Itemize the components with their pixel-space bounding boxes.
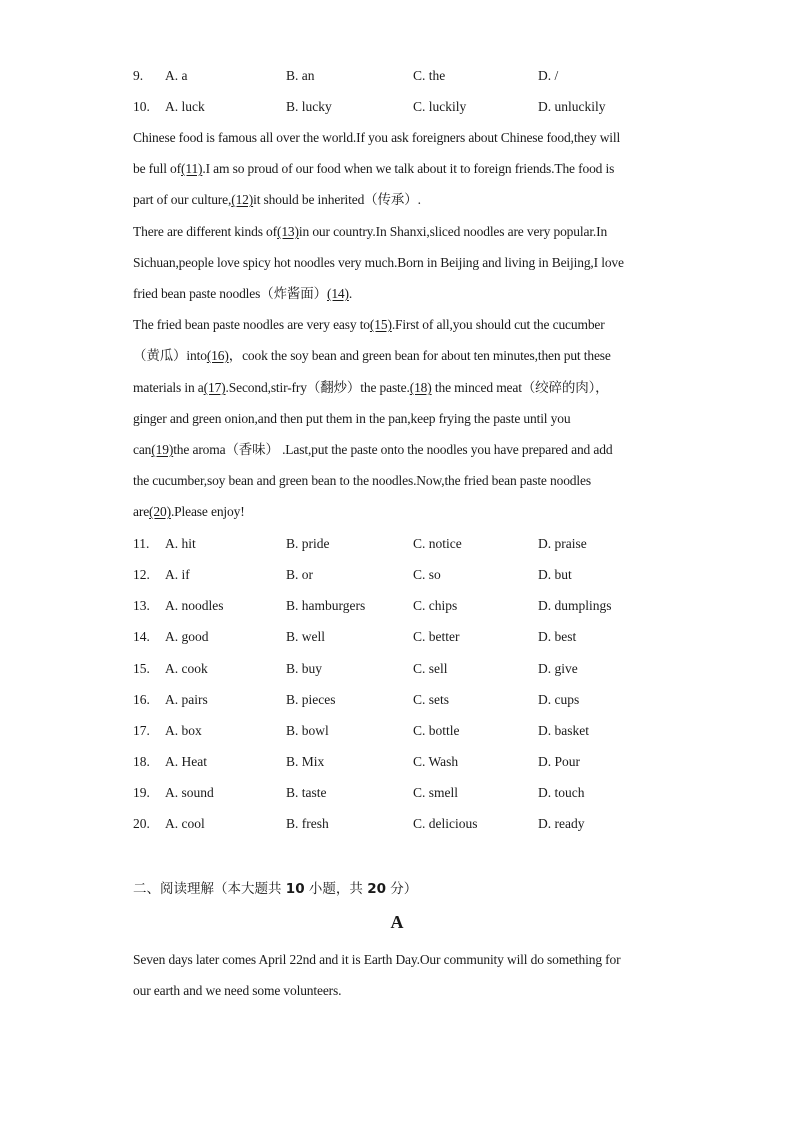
passage-line: Chinese food is famous all over the world.If you ask foreigners about Chinese food,they will [133, 130, 621, 145]
passage-line [133, 222, 663, 242]
option-b: B. Mix [286, 754, 325, 769]
option-a: A. a [165, 68, 188, 83]
heading-count: 10 [285, 881, 305, 897]
passage-line [133, 190, 663, 210]
question-number: 9. [133, 68, 144, 83]
passage-line [133, 440, 663, 460]
option-c: C. Wash [413, 754, 459, 769]
passage-text: part of our culture, [133, 192, 232, 207]
passage-text: （黄瓜）into [133, 348, 207, 363]
passage-text: .I am so proud of our food when we talk about it to foreign friends.The food is [202, 161, 615, 176]
option-c: C. bottle [413, 723, 460, 738]
option-b: B. or [286, 567, 313, 582]
passage-text: The fried bean paste noodles are very easy to [133, 317, 370, 332]
passage-line [133, 159, 663, 179]
passage-text: ，cook the soy bean and green bean for about ten minutes,then put these [228, 348, 611, 363]
option-c: C. so [413, 567, 441, 582]
option-a: A. good [165, 629, 209, 644]
question-number: 19. [133, 785, 150, 800]
passage-text: in our country.In Shanxi,sliced noodles are very popular.In [298, 224, 608, 239]
option-a: A. hit [165, 536, 196, 551]
passage-text: it should be inherited（传承）. [253, 192, 421, 207]
option-d: D. touch [538, 785, 585, 800]
option-a: A. if [165, 567, 190, 582]
question-number: 11. [133, 536, 150, 551]
question-number: 10. [133, 99, 150, 114]
option-d: D. unluckily [538, 99, 606, 114]
blank-20: (20) [149, 504, 171, 519]
question-number: 15. [133, 661, 150, 676]
option-b: B. pride [286, 536, 330, 551]
passage-text: be full of [133, 161, 181, 176]
option-a: A. luck [165, 99, 205, 114]
blank-12: (12) [231, 192, 254, 207]
passage-line [133, 502, 663, 522]
option-c: C. sell [413, 661, 448, 676]
passage-text: the minced meat（绞碎的肉）， [431, 380, 609, 395]
option-a: A. Heat [165, 754, 207, 769]
option-d: D. best [538, 629, 577, 644]
passage-text: the aroma（香味） .Last,put the paste onto the noodles you have prepared and add [173, 442, 613, 457]
option-b: B. pieces [286, 692, 336, 707]
heading-text: 分） [385, 881, 418, 897]
option-b: B. well [286, 629, 325, 644]
question-number: 17. [133, 723, 150, 738]
option-b: B. lucky [286, 99, 332, 114]
option-a: A. cool [165, 816, 205, 831]
passage-line: Seven days later comes April 22nd and it is Earth Day.Our community will do something for [133, 952, 621, 967]
question-number: 16. [133, 692, 150, 707]
passage-text: fried bean paste noodles（炸酱面） [133, 286, 327, 301]
passage-line [133, 284, 663, 304]
option-b: B. an [286, 68, 315, 83]
option-a: A. sound [165, 785, 214, 800]
passage-text: .First of all,you should cut the cucumber [391, 317, 605, 332]
option-d: D. praise [538, 536, 587, 551]
option-b: B. hamburgers [286, 598, 366, 613]
passage-text: There are different kinds of [133, 224, 277, 239]
blank-15: (15) [369, 317, 392, 332]
option-d: D. dumplings [538, 598, 612, 613]
blank-13: (13) [276, 224, 299, 239]
section-heading [133, 877, 417, 897]
passage-text: .Second,stir-fry（翻炒）the paste. [225, 380, 410, 395]
heading-text: 小题，共 [304, 881, 368, 897]
option-b: B. buy [286, 661, 323, 676]
heading-score: 20 [367, 881, 386, 897]
question-number: 18. [133, 754, 150, 769]
option-d: D. basket [538, 723, 589, 738]
option-d: D. / [538, 68, 559, 83]
passage-title: A [390, 912, 404, 932]
option-c: C. luckily [413, 99, 467, 114]
blank-17: (17) [203, 380, 226, 395]
option-c: C. delicious [413, 816, 478, 831]
passage-text: are [133, 504, 150, 519]
passage-text: can [133, 442, 152, 457]
passage-line [133, 378, 663, 398]
blank-16: (16) [206, 348, 229, 363]
option-d: D. Pour [538, 754, 581, 769]
passage-text: . [348, 286, 353, 301]
option-d: D. but [538, 567, 572, 582]
question-number: 13. [133, 598, 150, 613]
option-a: A. pairs [165, 692, 208, 707]
option-b: B. fresh [286, 816, 329, 831]
option-a: A. cook [165, 661, 208, 676]
passage-line: ginger and green onion,and then put them in the pan,keep frying the paste until you [133, 411, 571, 426]
option-d: D. give [538, 661, 578, 676]
blank-11: (11) [181, 161, 203, 176]
question-number: 20. [133, 816, 150, 831]
option-c: C. sets [413, 692, 450, 707]
passage-line: our earth and we need some volunteers. [133, 983, 342, 998]
passage-line: Sichuan,people love spicy hot noodles very much.Born in Beijing and living in Beijing,I love [133, 255, 624, 270]
option-c: C. the [413, 68, 446, 83]
option-b: B. taste [286, 785, 327, 800]
option-a: A. noodles [165, 598, 224, 613]
blank-14: (14) [326, 286, 349, 301]
passage-line [133, 315, 663, 335]
passage-line [133, 346, 663, 366]
option-b: B. bowl [286, 723, 329, 738]
heading-text: 二、阅读理解（本大题共 [133, 881, 286, 897]
question-number: 14. [133, 629, 150, 644]
option-c: C. smell [413, 785, 459, 800]
passage-text: materials in a [133, 380, 204, 395]
passage-line: the cucumber,soy bean and green bean to the noodles.Now,the fried bean paste noodles [133, 473, 591, 488]
option-d: D. cups [538, 692, 580, 707]
option-d: D. ready [538, 816, 585, 831]
option-c: C. notice [413, 536, 462, 551]
question-number: 12. [133, 567, 150, 582]
blank-19: (19) [151, 442, 174, 457]
passage-text: .Please enjoy! [170, 504, 245, 519]
blank-18: (18) [409, 380, 432, 395]
option-c: C. better [413, 629, 460, 644]
option-a: A. box [165, 723, 202, 738]
option-c: C. chips [413, 598, 458, 613]
